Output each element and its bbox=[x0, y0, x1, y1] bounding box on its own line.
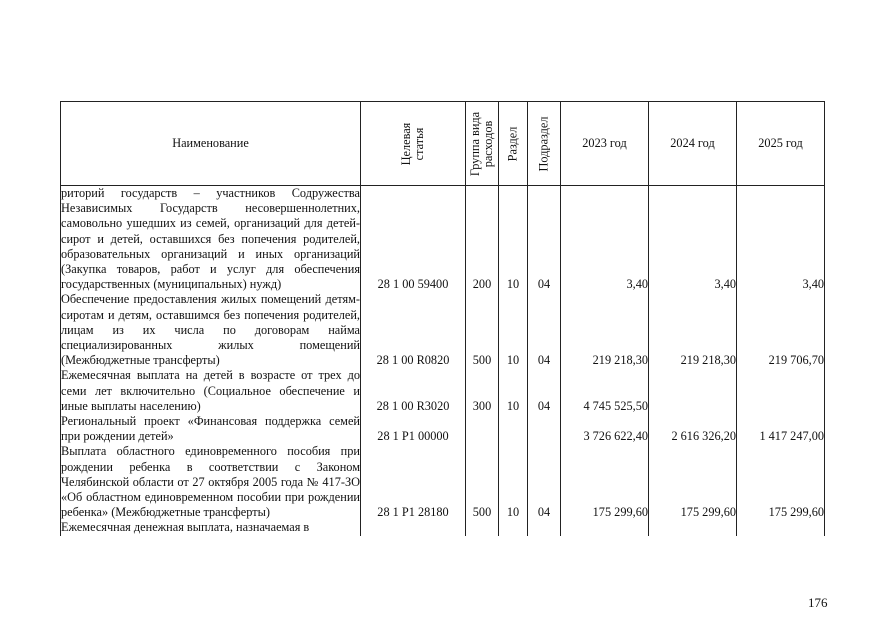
row-2023: 219 218,30 bbox=[561, 292, 649, 368]
row-section: 10 bbox=[499, 292, 528, 368]
row-2024: 3,40 bbox=[649, 186, 737, 293]
row-subsection bbox=[528, 520, 561, 535]
row-2025: 3,40 bbox=[737, 186, 825, 293]
header-section: Раздел bbox=[499, 102, 528, 186]
table-row bbox=[61, 520, 825, 535]
row-subsection bbox=[528, 414, 561, 444]
row-2023 bbox=[561, 520, 649, 535]
row-code: 28 1 P1 28180 bbox=[361, 444, 466, 520]
row-group: 200 bbox=[466, 186, 499, 293]
row-code: 28 1 00 R3020 bbox=[361, 368, 466, 414]
row-subsection: 04 bbox=[528, 368, 561, 414]
row-group bbox=[466, 414, 499, 444]
row-2023: 3 726 622,40 bbox=[561, 414, 649, 444]
row-name: Региональный проект «Финансовая поддержка семей при рождении детей» bbox=[61, 414, 360, 444]
row-code: 28 1 00 59400 bbox=[361, 186, 466, 293]
header-2024: 2024 год bbox=[649, 102, 737, 186]
header-2023: 2023 год bbox=[561, 102, 649, 186]
row-name: Ежемесячная денежная выплата, назначаемая в bbox=[61, 520, 361, 535]
row-2024 bbox=[649, 520, 737, 535]
row-2024: 2 616 326,20 bbox=[649, 414, 737, 444]
row-2024 bbox=[649, 368, 737, 414]
row-2025: 219 706,70 bbox=[737, 292, 825, 368]
row-2023: 3,40 bbox=[561, 186, 649, 293]
row-group bbox=[466, 520, 499, 535]
row-code: 28 1 00 R0820 bbox=[361, 292, 466, 368]
row-section: 10 bbox=[499, 186, 528, 293]
row-2025: 1 417 247,00 bbox=[737, 414, 825, 444]
row-group: 300 bbox=[466, 368, 499, 414]
row-2025: 175 299,60 bbox=[737, 444, 825, 520]
row-subsection: 04 bbox=[528, 292, 561, 368]
table-row bbox=[61, 368, 825, 414]
table-row bbox=[61, 414, 825, 444]
row-section: 10 bbox=[499, 368, 528, 414]
row-2024: 175 299,60 bbox=[649, 444, 737, 520]
row-group: 500 bbox=[466, 292, 499, 368]
table-header-row bbox=[61, 102, 825, 186]
header-subsection: Подраздел bbox=[528, 102, 561, 186]
row-2025 bbox=[737, 368, 825, 414]
header-code: Целевая статья bbox=[361, 102, 466, 186]
row-group: 500 bbox=[466, 444, 499, 520]
row-subsection: 04 bbox=[528, 186, 561, 293]
row-subsection: 04 bbox=[528, 444, 561, 520]
header-expense-group: Группа вида расходов bbox=[466, 102, 499, 186]
table-row bbox=[61, 186, 825, 293]
table-row bbox=[61, 444, 825, 520]
row-name: Выплата областного единовременного пособия при рождении ребенка в соответствии с Законом Челябинской области от 27 октября 2005 года № 417-ЗО «Об областном единовременном пособии при рождении ребенка» (Межбюджетные трансферты) bbox=[61, 444, 360, 520]
row-section bbox=[499, 520, 528, 535]
page-number: 176 bbox=[808, 595, 828, 610]
row-section bbox=[499, 414, 528, 444]
budget-table bbox=[60, 101, 825, 536]
row-name: Ежемесячная выплата на детей в возрасте от трех до семи лет включительно (Социальное обеспечение и иные выплаты населению) bbox=[61, 368, 360, 413]
row-2025 bbox=[737, 520, 825, 535]
table-row bbox=[61, 292, 825, 368]
row-code bbox=[361, 520, 466, 535]
row-name: риторий государств – участников Содружества Независимых Государств несовершеннолетних, самовольно ушедших из семей, организаций для детей-сирот и детей, оставшихся без попечения родителей, образовательных организаций и иных организаций (Закупка товаров, работ и услуг для обеспечения государственных (муниципальных) нужд) bbox=[61, 186, 360, 292]
row-2023: 4 745 525,50 bbox=[561, 368, 649, 414]
row-2023: 175 299,60 bbox=[561, 444, 649, 520]
row-name: Обеспечение предоставления жилых помещений детям-сиротам и детям, оставшимся без попечения родителей, лицам из их числа по договорам найма специализированных жилых помещений (Межбюджетные трансферты) bbox=[61, 292, 360, 368]
row-2024: 219 218,30 bbox=[649, 292, 737, 368]
row-code: 28 1 P1 00000 bbox=[361, 414, 466, 444]
header-name: Наименование bbox=[61, 102, 361, 186]
header-2025: 2025 год bbox=[737, 102, 825, 186]
row-section: 10 bbox=[499, 444, 528, 520]
